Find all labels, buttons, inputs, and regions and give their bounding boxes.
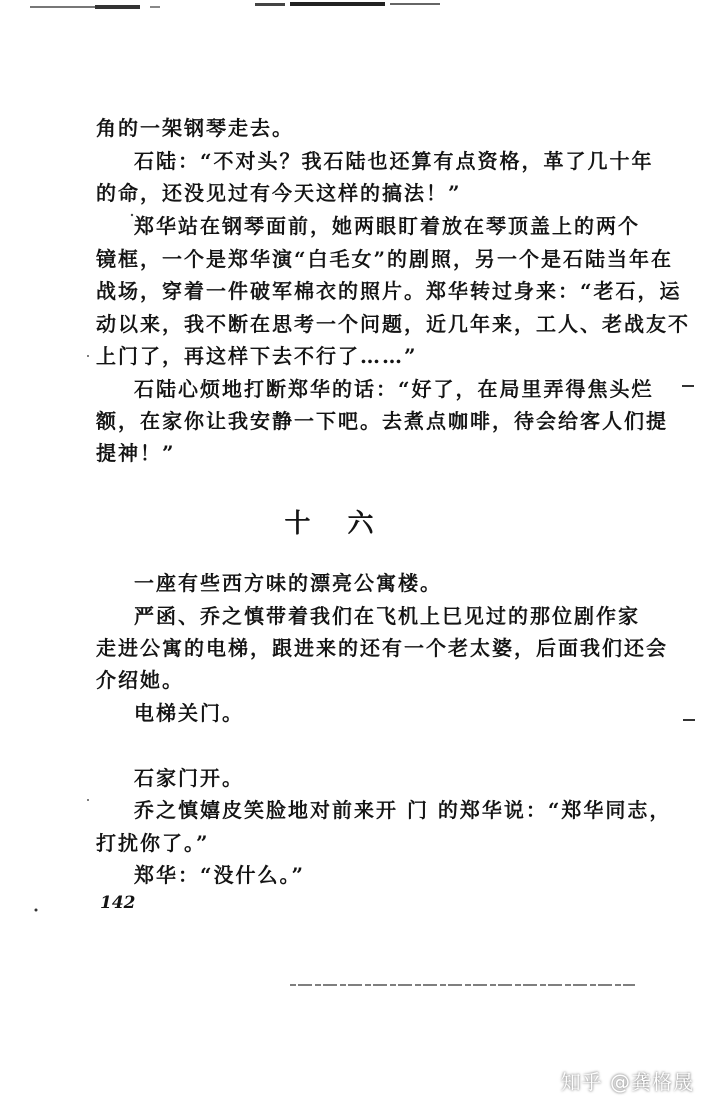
text-line: 动以来，我不断在思考一个问题，近几年来，工人、老战友不 — [96, 312, 690, 336]
text-line: 严函、乔之慎带着我们在飞机上巳见过的那位剧作家 — [134, 604, 640, 628]
text-line: 镜框，一个是郑华演“白毛女”的剧照，另一个是石陆当年在 — [96, 247, 674, 271]
text-line: 提神！” — [96, 441, 176, 465]
text-line: 上门了，再这样下去不行了……” — [96, 344, 418, 368]
page-number: 142 — [100, 893, 136, 913]
text-line: 石陆心烦地打断郑华的话：“好了，在局里弄得焦头烂 — [134, 377, 654, 401]
text-line: 额，在家你让我安静一下吧。去煮点咖啡，待会给客人们提 — [96, 409, 668, 433]
text-line: 郑华站在钢琴面前，她两眼盯着放在琴顶盖上的两个 — [134, 214, 640, 238]
section-heading: 十 六 — [284, 509, 388, 539]
zhihu-watermark: 知乎 @龚格晟 — [560, 1070, 694, 1094]
text-line: 战场，穿着一件破军棉衣的照片。郑华转过身来：“老石，运 — [96, 279, 682, 303]
text-line: 郑华：“没什么。” — [134, 863, 306, 887]
text-line: 石陆：“不对头？我石陆也还算有点资格，革了几十年 — [134, 149, 654, 173]
text-line: 打扰你了。” — [96, 831, 210, 855]
text-line: 走进公寓的电梯，跟进来的还有一个老太婆，后面我们还会 — [96, 636, 668, 660]
text-line: 的命，还没见过有今天这样的搞法！” — [96, 181, 462, 205]
text-line: 角的一架钢琴走去。 — [96, 116, 294, 140]
text-line: 一座有些西方味的漂亮公寓楼。 — [134, 571, 442, 595]
text-line: 石家门开。 — [134, 766, 244, 790]
text-line: 乔之慎嬉皮笑脸地对前来开 门 的郑华说：“郑华同志， — [134, 798, 672, 822]
text-line: 介绍她。 — [96, 668, 184, 692]
text-line: 电梯关门。 — [134, 701, 244, 725]
